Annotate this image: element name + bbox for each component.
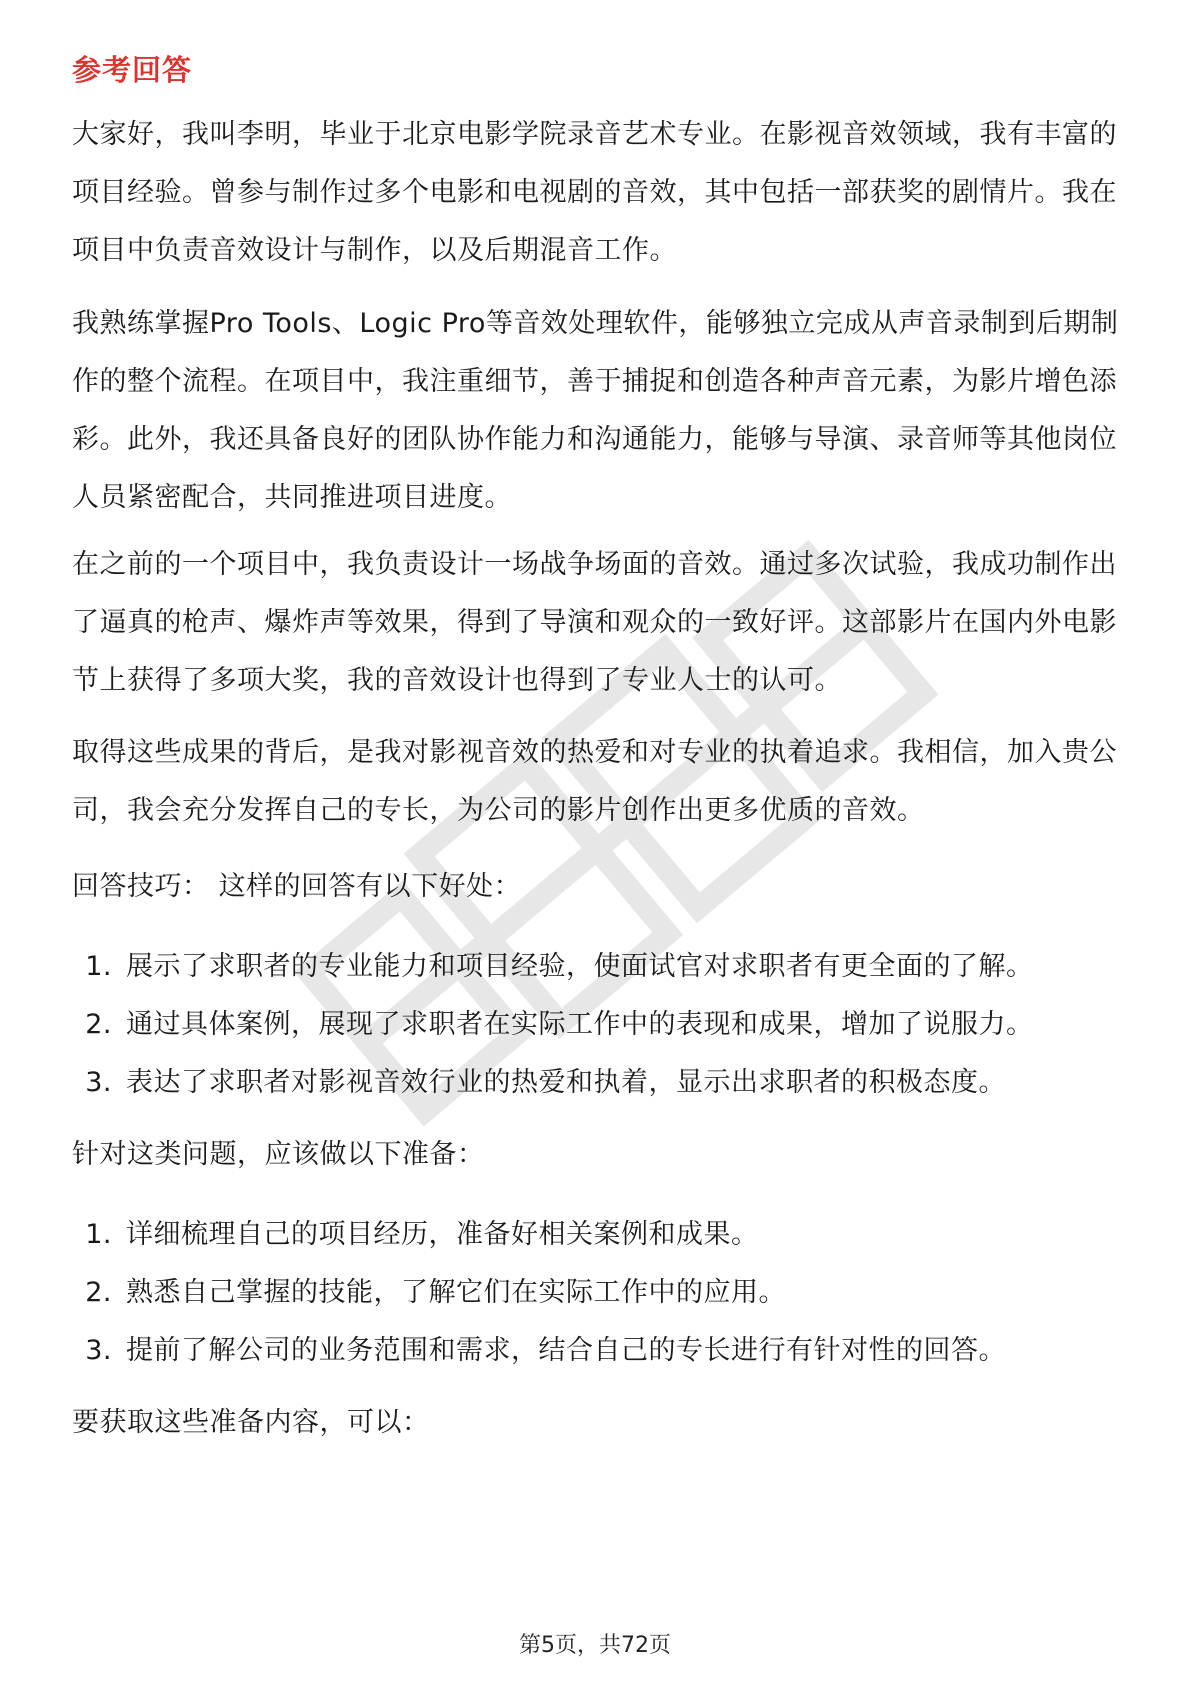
section-heading: 参考回答 — [72, 53, 193, 87]
list-item-number: 2. — [85, 1277, 112, 1308]
prep-list — [72, 1206, 1122, 1380]
prep-intro: 针对这类问题，应该做以下准备： — [72, 1139, 485, 1170]
list-item-text: 详细梳理自己的项目经历，准备好相关案例和成果。 — [126, 1219, 759, 1250]
page-number: 第5页，共72页 — [519, 1633, 671, 1658]
list-item-number: 3. — [85, 1067, 112, 1098]
list-item-text: 通过具体案例，展现了求职者在实际工作中的表现和成果，增加了说服力。 — [126, 1009, 1034, 1040]
list-item-number: 1. — [85, 1219, 112, 1250]
list-item — [72, 1264, 1122, 1322]
list-item-number: 1. — [85, 951, 112, 982]
list-item — [72, 1206, 1122, 1264]
tips-list — [72, 938, 1122, 1112]
list-item-number: 2. — [85, 1009, 112, 1040]
final-intro: 要获取这些准备内容，可以： — [72, 1407, 430, 1438]
answer-paragraph-1: 大家好，我叫李明，毕业于北京电影学院录音艺术专业。在影视音效领域，我有丰富的项目经验。曾参与制作过多个电影和电视剧的音效，其中包括一部获奖的剧情片。我在项目中负责音效设计与制作，以及后期混音工作。 — [72, 119, 1117, 266]
list-item — [72, 1322, 1122, 1380]
list-item — [72, 1054, 1122, 1112]
answer-paragraph-3: 在之前的一个项目中，我负责设计一场战争场面的音效。通过多次试验，我成功制作出了逼真的枪声、爆炸声等效果，得到了导演和观众的一致好评。这部影片在国内外电影节上获得了多项大奖，我的音效设计也得到了专业人士的认可。 — [72, 549, 1117, 696]
answer-paragraph-2: 我熟练掌握Pro Tools、Logic Pro等音效处理软件，能够独立完成从声音录制到后期制作的整个流程。在项目中，我注重细节，善于捕捉和创造各种声音元素，为影片增色添彩。此外，我还具备良好的团队协作能力和沟通能力，能够与导演、录音师等其他岗位人员紧密配合，共同推进项目进度。 — [72, 308, 1119, 513]
list-item-text: 展示了求职者的专业能力和项目经验，使面试官对求职者有更全面的了解。 — [126, 951, 1034, 982]
list-item — [72, 996, 1122, 1054]
tips-intro: 回答技巧： 这样的回答有以下好处： — [72, 871, 522, 902]
list-item-text: 提前了解公司的业务范围和需求，结合自己的专长进行有针对性的回答。 — [126, 1335, 1006, 1366]
list-item — [72, 938, 1122, 996]
list-item-text: 熟悉自己掌握的技能，了解它们在实际工作中的应用。 — [126, 1277, 786, 1308]
list-item-number: 3. — [85, 1335, 112, 1366]
list-item-text: 表达了求职者对影视音效行业的热爱和执着，显示出求职者的积极态度。 — [126, 1067, 1006, 1098]
answer-paragraph-4: 取得这些成果的背后，是我对影视音效的热爱和对专业的执着追求。我相信，加入贵公司，我会充分发挥自己的专长，为公司的影片创作出更多优质的音效。 — [72, 737, 1117, 826]
